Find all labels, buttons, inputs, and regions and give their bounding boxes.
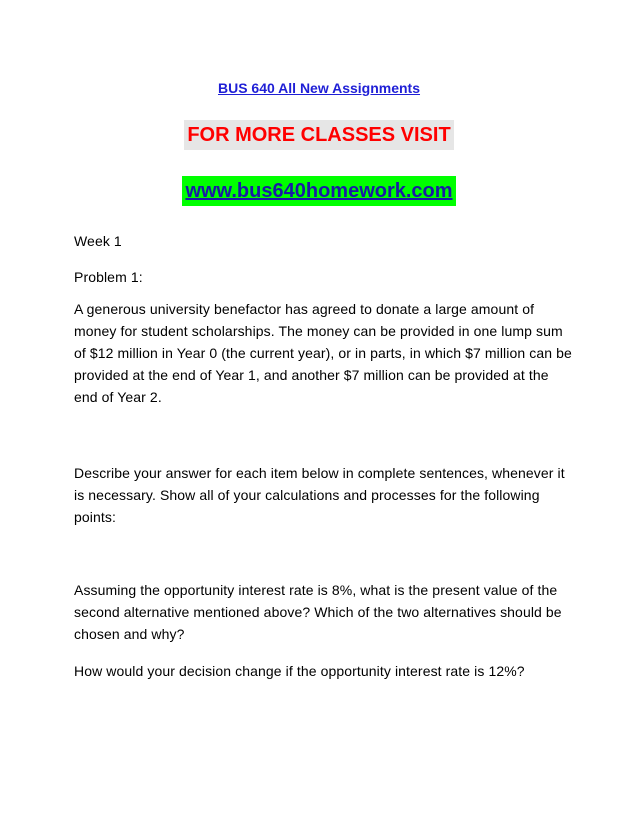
instructions-paragraph: Describe your answer for each item below in complete sentences, whenever it is necessary. Show all of your calculations and processes for the following points: — [74, 465, 565, 525]
assignment-title-link[interactable] — [0, 80, 638, 96]
problem-description-paragraph: A generous university benefactor has agreed to donate a large amount of money for student scholarships. The money can be provided in one lump sum of $12 million in Year 0 (the current year), or in parts, in which $7 million can be provided at the end of Year 1, and another $7 million can be provided at the end of Year 2. — [74, 301, 572, 405]
assignment-title-text[interactable]: BUS 640 All New Assignments — [217, 80, 421, 96]
week-heading: Week 1 — [74, 233, 122, 249]
promo-banner — [0, 120, 638, 150]
problem-heading: Problem 1: — [74, 269, 143, 285]
website-link[interactable]: www.bus640homework.com — [182, 176, 455, 206]
website-link-container[interactable] — [0, 176, 638, 206]
promo-text: FOR MORE CLASSES VISIT — [184, 120, 453, 150]
question-present-value-paragraph: Assuming the opportunity interest rate is 8%, what is the present value of the second alternative mentioned above? Which of the two alternatives should be chosen and why? — [74, 582, 562, 642]
question-interest-rate-paragraph: How would your decision change if the opportunity interest rate is 12%? — [74, 663, 525, 679]
